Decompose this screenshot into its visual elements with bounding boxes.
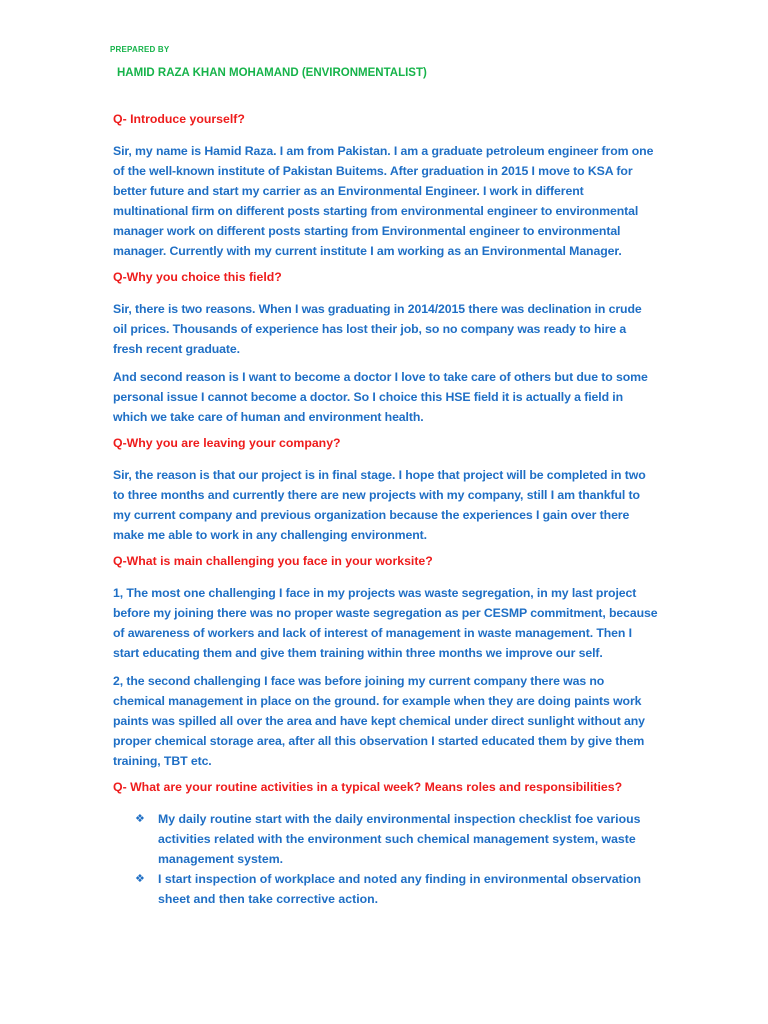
author-name: HAMID RAZA KHAN MOHAMAND (ENVIRONMENTALIST) [117,67,427,79]
diamond-star-bullet-icon: ❖ [135,812,145,825]
answer-paragraph: Sir, my name is Hamid Raza. I am from Pakistan. I am a graduate petroleum engineer from one of the well-known institute of Pakistan Buitems. After graduation in 2015 I move to KSA for better future and start my carrier as an Environmental Engineer. I work in different multinational firm on different posts starting from environmental engineer to environmental manager work on different posts starting from Environmental engineer to environmental manager. Currently with my current institute I am working as an Environmental Manager. [113,144,654,258]
qa-section [113,779,658,909]
answer-paragraph: Sir, the reason is that our project is in final stage. I hope that project will be completed in two to three months and currently there are new projects with my company, still I am thankful to my current company and previous organization because the experiences I gain over there make me able to work in any challenging environment. [113,468,646,542]
answer-paragraph: And second reason is I want to become a doctor I love to take care of others but due to some personal issue I cannot become a doctor. So I choice this HSE field it is actually a field in which we take care of human and environment health. [113,370,648,424]
answer-paragraph: 2, the second challenging I face was before joining my current company there was no chemical management in place on the ground. for example when they are doing paints work paints was spilled all over the area and have kept chemical under direct sunlight without any proper chemical storage area, after all this observation I started educated them by give them training, TBT etc. [113,674,645,768]
qa-section [113,269,658,427]
answer-paragraph: Sir, there is two reasons. When I was graduating in 2014/2015 there was declination in crude oil prices. Thousands of experience has lost their job, so no company was ready to hire a fresh recent graduate. [113,302,642,356]
question-heading: Q- What are your routine activities in a typical week? Means roles and responsibilities? [113,780,623,794]
bullet-text: I start inspection of workplace and noted any finding in environmental observation sheet and then take corrective action. [158,872,642,906]
question-heading: Q- Introduce yourself? [113,112,245,126]
bullet-text: My daily routine start with the daily environmental inspection checklist foe various activities related with the environment such chemical management system, waste management system. [158,812,641,866]
answer-paragraph: 1, The most one challenging I face in my projects was waste segregation, in my last project before my joining there was no proper waste segregation as per CESMP commitment, because of awareness of workers and lack of interest of management in waste management. Then I start educating them and give them training within three months we improve our self. [113,586,658,660]
question-heading: Q-Why you are leaving your company? [113,436,341,450]
document-body [113,111,658,909]
bullet-list [113,809,658,909]
qa-section [113,435,658,545]
list-item [113,809,658,869]
list-item [113,869,658,909]
diamond-star-bullet-icon: ❖ [135,872,145,885]
question-heading: Q-Why you choice this field? [113,270,282,284]
qa-section [113,111,658,261]
question-heading: Q-What is main challenging you face in your worksite? [113,554,433,568]
qa-section [113,553,658,771]
prepared-by-label: PREPARED BY [110,45,170,54]
